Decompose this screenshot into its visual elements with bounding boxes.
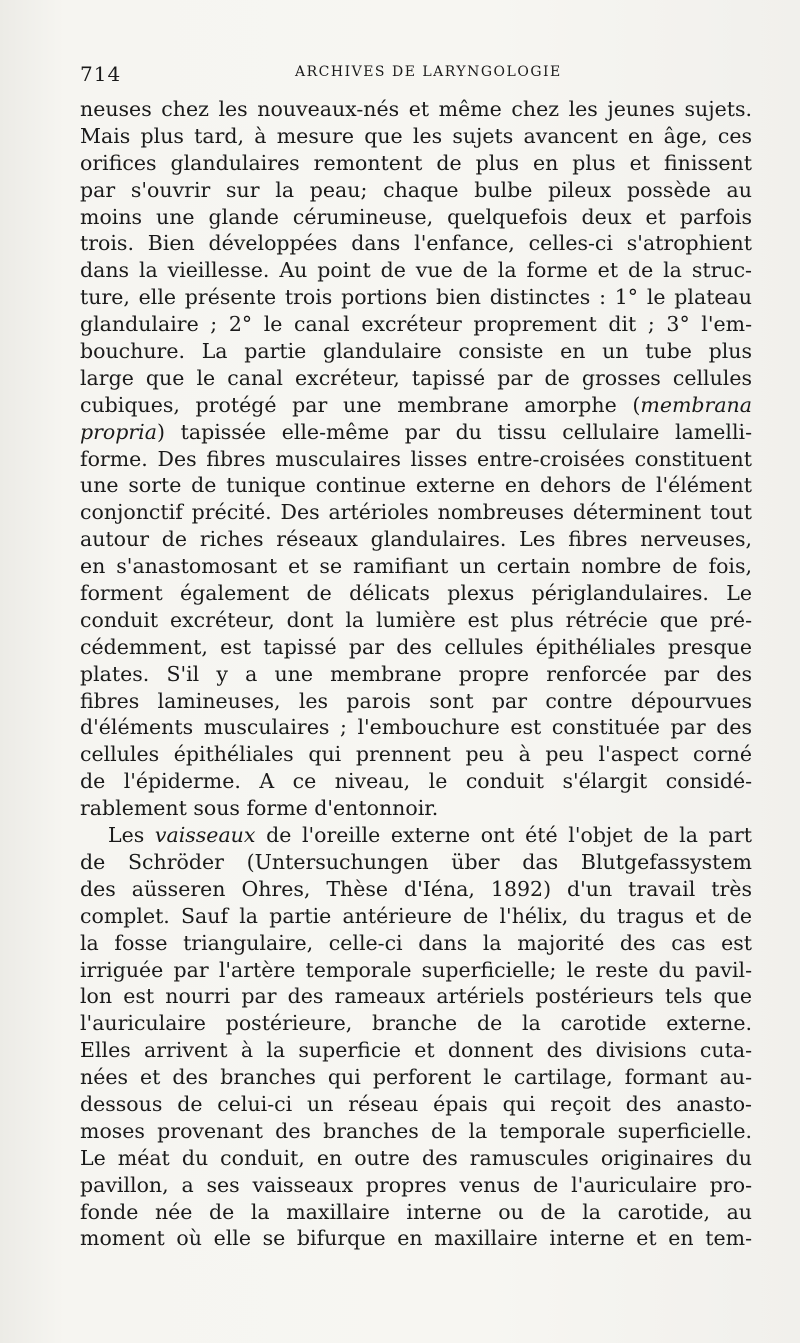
text-line: par s'ouvrir sur la peau; chaque bulbe pileux possède au [80,177,752,202]
running-header [80,58,760,88]
text-line: autour de riches réseaux glandulaires. Les fibres nerveuses, [80,527,752,552]
text-line: rablement sous forme d'entonnoir. [80,796,439,821]
text-line: glandulaire ; 2° le canal excréteur proprement dit ; 3° l'em- [80,312,752,337]
text-line: dans la vieillesse. Au point de vue de la forme et de la struc- [80,258,752,283]
text-line: lon est nourri par des rameaux artériels postérieurs tels que [80,984,752,1009]
page-number: 714 [80,62,122,86]
text-line: des aüsseren Ohres, Thèse d'Iéna, 1892) d'un travail très [80,876,752,901]
text-line: l'auriculaire postérieure, branche de la carotide externe. [80,1011,752,1036]
text-line: neuses chez les nouveaux-nés et même chez les jeunes sujets. [80,97,752,121]
text-line: plates. S'il y a une membrane propre renforcée par des [80,661,752,686]
text-segment: de l'oreille externe ont été l'objet de la part [255,823,752,848]
text-line: Mais plus tard, à mesure que les sujets avancent en âge, ces [80,123,752,148]
text-line: complet. Sauf la partie antérieure de l'hélix, du tragus et de [80,903,752,928]
text-line: forme. Des fibres musculaires lisses entre-croisées constituent [80,446,752,471]
italic-term: membrana [640,392,752,417]
text-line: moment où elle se bifurque en maxillaire interne et en tem- [80,1226,752,1251]
text-line: de Schröder (Untersuchungen über das Blutgefassystem [80,849,752,874]
text-line: trois. Bien développées dans l'enfance, celles-ci s'atrophient [80,231,752,256]
text-line-with-italic [80,392,752,419]
text-line: cellules épithéliales qui prennent peu à peu l'aspect corné [80,742,752,767]
text-line: orifices glandulaires remontent de plus en plus et finissent [80,150,752,175]
italic-term: propria [80,419,157,444]
text-line: irriguée par l'artère temporale superficielle; le reste du pavil- [80,957,752,982]
text-line: conjonctif précité. Des artérioles nombreuses déterminent tout [80,500,752,525]
text-line: de l'épiderme. A ce niveau, le conduit s'élargit considé- [80,769,752,794]
text-line: conduit excréteur, dont la lumière est plus rétrécie que pré- [80,607,752,632]
text-line: cédemment, est tapissé par des cellules épithéliales presque [80,634,752,659]
text-line: fibres lamineuses, les parois sont par contre dépourvues [80,688,752,713]
text-line: en s'anastomosant et se ramifiant un certain nombre de fois, [80,554,752,579]
text-segment: cubiques, protégé par une membrane amorphe ( [80,392,641,417]
text-line: moins une glande cérumineuse, quelquefois deux et parfois [80,204,752,229]
italic-term: vaisseaux [154,823,256,848]
text-line: pavillon, a ses vaisseaux propres venus de l'auriculaire pro- [80,1172,752,1197]
text-line: dessous de celui-ci un réseau épais qui reçoit des anasto- [80,1091,752,1116]
text-line: d'éléments musculaires ; l'embouchure est constituée par des [80,715,752,740]
text-line: une sorte de tunique continue externe en dehors de l'élément [80,473,752,498]
text-line: Elles arrivent à la superficie et donnent des divisions cuta- [80,1038,752,1063]
text-segment: Les [108,823,155,848]
text-line: nées et des branches qui perforent le cartilage, formant au- [80,1065,752,1090]
text-line: forment également de délicats plexus périglandulaires. Le [80,581,752,606]
text-line: fonde née de la maxillaire interne ou de la carotide, au [80,1199,752,1224]
text-line: large que le canal excréteur, tapissé par de grosses cellules [80,365,752,390]
text-line-with-italic [80,822,752,849]
body-text [80,96,752,1252]
text-line: ture, elle présente trois portions bien distinctes : 1° le plateau [80,285,752,310]
text-line: bouchure. La partie glandulaire consiste en un tube plus [80,339,752,364]
text-segment: ) tapissée elle-même par du tissu cellulaire lamelli- [156,419,752,444]
running-title: ARCHIVES DE LARYNGOLOGIE [295,64,562,80]
text-line: la fosse triangulaire, celle-ci dans la majorité des cas est [80,930,752,955]
text-line: moses provenant des branches de la temporale superficielle. [80,1118,752,1143]
text-line-with-italic [80,419,752,446]
text-line: Le méat du conduit, en outre des ramuscules originaires du [80,1145,752,1170]
